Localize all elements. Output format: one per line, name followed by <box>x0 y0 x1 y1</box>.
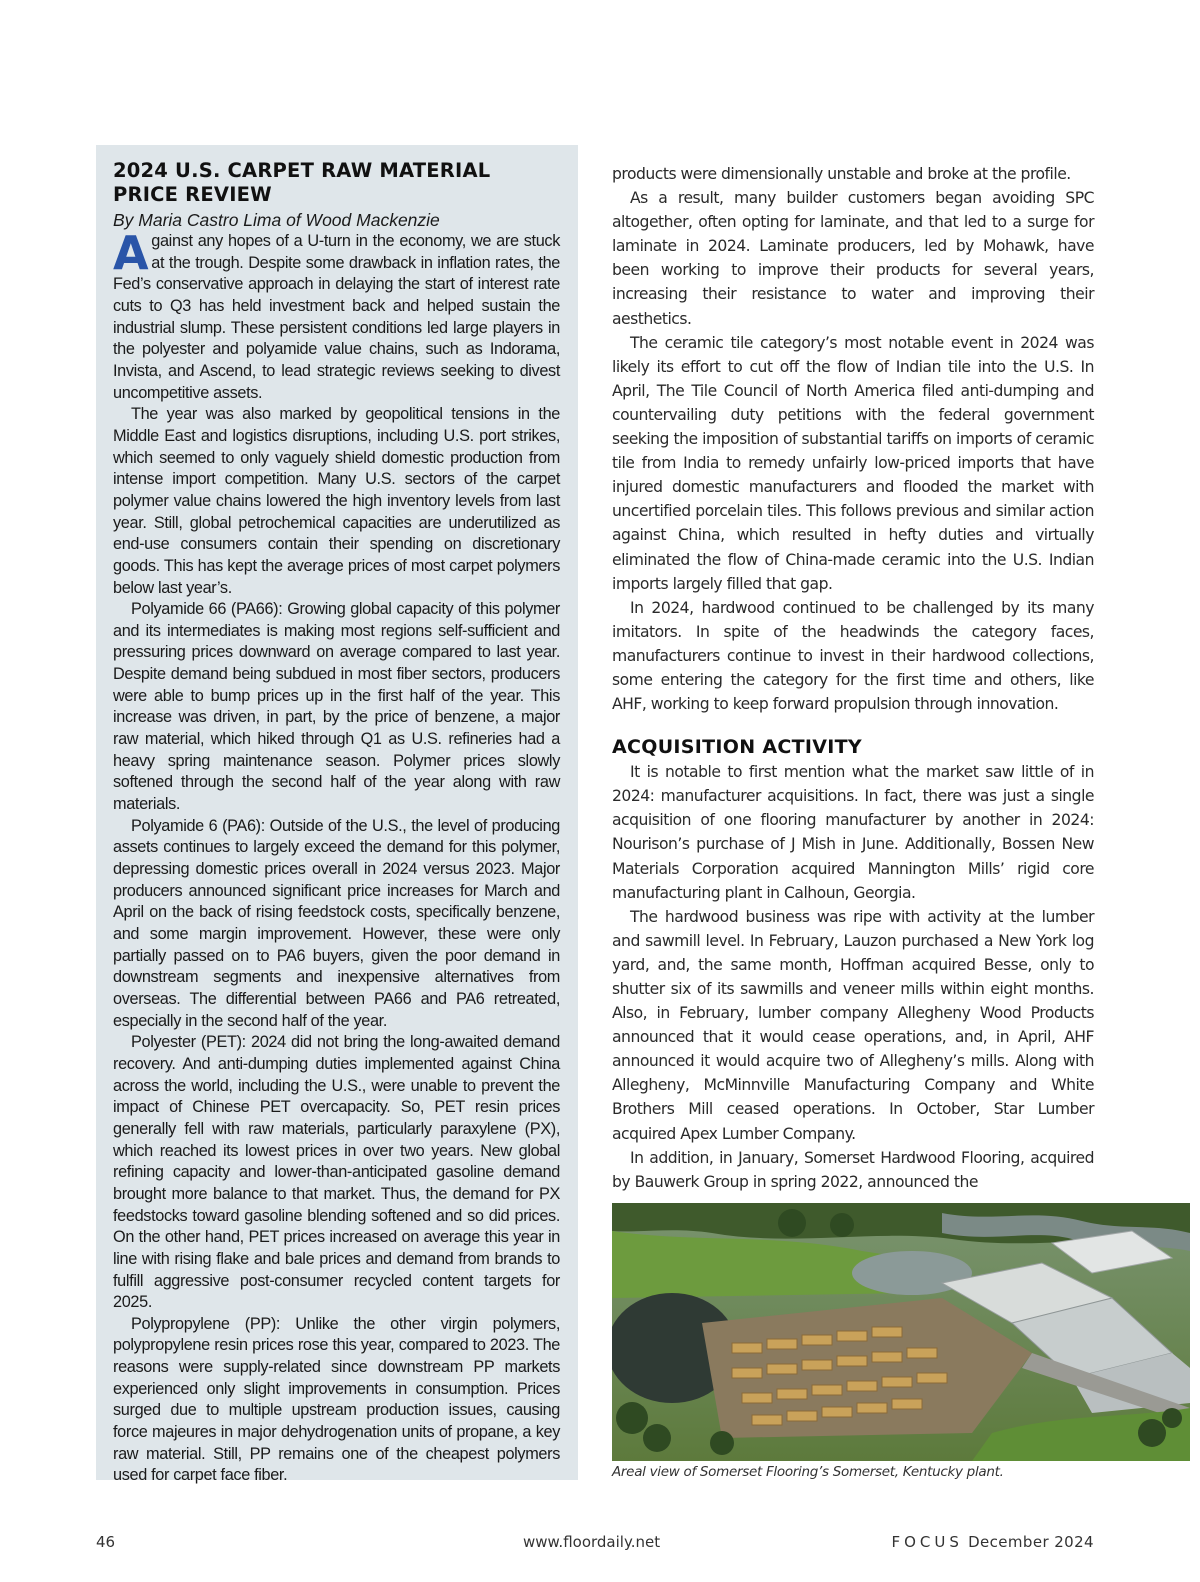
sidebar-title-line2: PRICE REVIEW <box>113 183 272 206</box>
sidebar-paragraph: Polypropylene (PP): Unlike the other virgin polymers, polypropylene resin prices rose this year, compared to 2023. The reasons were supply-related since downstream PP markets experienced only slight improvements in consumption. Prices surged due to multiple upstream production issues, causing force majeures in major dehydrogenation units of propane, a key raw material. Still, PP remains one of the cheapest polymers used for carpet face fiber. <box>113 1314 560 1485</box>
article-paragraph: The ceramic tile category’s most notable event in 2024 was likely its effort to cut off the flow of Indian tile into the U.S. In April, The Tile Council of North America filed anti-dumping and countervailing duty petitions with the federal government seeking the imposition of substantial tariffs on imports of ceramic tile from India to remedy unfairly low-priced imports that have injured domestic manufacturers and flooded the market with uncertified porcelain tiles. This follows previous and similar action against China, which resulted in hefty duties and virtually eliminated the flow of China-made ceramic into the U.S. Indian imports largely filled that gap. <box>612 333 1094 593</box>
sidebar-body <box>113 226 560 1487</box>
photo-caption: Areal view of Somerset Flooring’s Somerset, Kentucky plant. <box>612 1464 1004 1480</box>
page-number: 46 <box>96 1533 116 1551</box>
issue-date: December 2024 <box>968 1533 1094 1551</box>
sidebar-title <box>113 159 560 207</box>
drop-cap: A <box>113 226 149 280</box>
aerial-plant-photo <box>612 1203 1190 1461</box>
sidebar-paragraph: Polyester (PET): 2024 did not bring the long-awaited demand recovery. And anti-dumping duties implemented against China across the world, including the U.S., were unable to prevent the impact of Chinese PET overcapacity. So, PET resin prices generally fell with raw materials, particularly paraxylene (PX), which reached its lowest prices in over two years. New global refining capacity and lower-than-anticipated gasoline demand brought more balance to that market. Thus, the demand for PX feedstocks toward gasoline blending softened and so did prices. On the other hand, PET prices increased on average this year in line with rising flake and bale prices and demand from brands to fulfill aggressive post-consumer recycled content targets for 2025. <box>113 1033 560 1312</box>
section-heading: ACQUISITION ACTIVITY <box>612 736 862 759</box>
article-paragraph: It is notable to first mention what the market saw little of in 2024: manufacturer acquisitions. In fact, there was just a single acquisition of one flooring manufacturer by another in 2024: Nourison’s purchase of J Mish in June. Additionally, Bossen New Materials Corporation acquired Mannington Mills’ rigid core manufacturing plant in Calhoun, Georgia. <box>612 763 1094 902</box>
publication-name: FOCUS <box>891 1533 963 1551</box>
sidebar-paragraph: Against any hopes of a U-turn in the economy, we are stuck at the trough. Despite some drawback in inflation rates, the Fed’s conservative approach in delaying the start of interest rate cuts to Q3 has held investment back and helped sustain the industrial slump. These persistent conditions led large players in the polyester and polyamide value chains, such as Indorama, Invista, and Ascend, to lead strategic reviews seeking to divest uncompetitive assets. <box>113 226 560 402</box>
article-paragraph: As a result, many builder customers began avoiding SPC altogether, often opting for laminate, and that led to a surge for laminate in 2024. Laminate producers, led by Mohawk, have been working to improve their products for several years, increasing their resistance to water and improving their aesthetics. <box>612 189 1094 328</box>
sidebar-title-line1: 2024 U.S. CARPET RAW MATERIAL <box>113 159 491 182</box>
article-body <box>612 760 1094 1194</box>
sidebar-paragraph: Polyamide 66 (PA66): Growing global capacity of this polymer and its intermediates is making most regions self-sufficient and pressuring prices downward on average compared to last year. Despite demand being subdued in most fiber sectors, producers were able to bump prices up in the first half of the year. This increase was driven, in part, by the price of benzene, a major raw material, which hiked through Q1 as U.S. refineries had a heavy spring maintenance season. Polymer prices slowly softened through the second half of the year along with raw materials. <box>113 600 560 814</box>
article-paragraph: In 2024, hardwood continued to be challenged by its many imitators. In spite of the headwinds the category faces, manufacturers continue to invest in their hardwood collections, some entering the category for the first time and others, like AHF, working to keep forward propulsion through innovation. <box>612 598 1094 714</box>
publication-issue <box>891 1533 1094 1551</box>
sidebar-paragraph: Polyamide 6 (PA6): Outside of the U.S., the level of producing assets continues to largely exceed the demand for this polymer, depressing domestic prices overall in 2024 versus 2023. Major producers announced significant price increases for March and April on the back of rising feedstock costs, specifically benzene, and some margin improvement. However, these were only partially passed on to PA6 buyers, given the poor demand in downstream segments and inexpensive alternatives from overseas. The differential between PA66 and PA6 retreated, especially in the second half of the year. <box>113 816 560 1030</box>
article-paragraph: products were dimensionally unstable and broke at the profile. <box>612 165 1071 183</box>
sidebar-byline: By Maria Castro Lima of Wood Mackenzie <box>113 210 440 230</box>
aerial-photo-illustration <box>612 1203 1190 1461</box>
article-paragraph: The hardwood business was ripe with activity at the lumber and sawmill level. In February, Lauzon purchased a New York log yard, and, the same month, Hoffman acquired Besse, only to shutter six of its sawmills and veneer mills within eight months. Also, in February, lumber company Allegheny Wood Products announced that it would cease operations, and, in April, AHF announced it would acquire two of Allegheny’s mills. Along with Allegheny, McMinnville Manufacturing Company and White Brothers Mill ceased operations. In October, Star Lumber acquired Apex Lumber Company. <box>612 907 1094 1143</box>
website-url: www.floordaily.net <box>523 1533 661 1551</box>
main-article-column <box>612 162 1094 1194</box>
sidebar-article <box>96 145 578 1485</box>
sidebar-paragraph: The year was also marked by geopolitical tensions in the Middle East and logistics disruptions, including U.S. port strikes, which seemed to only vaguely shield domestic production from intense import competition. Many U.S. sectors of the carpet polymer value chains lowered the high inventory levels from last year. Still, global petrochemical capacities are underutilized as end-use consumers contain their spending on discretionary goods. This has kept the average prices of most carpet polymers below last year’s. <box>113 405 560 597</box>
article-paragraph: In addition, in January, Somerset Hardwood Flooring, acquired by Bauwerk Group in spring 2022, announced the <box>612 1148 1094 1191</box>
article-body <box>612 162 1094 716</box>
